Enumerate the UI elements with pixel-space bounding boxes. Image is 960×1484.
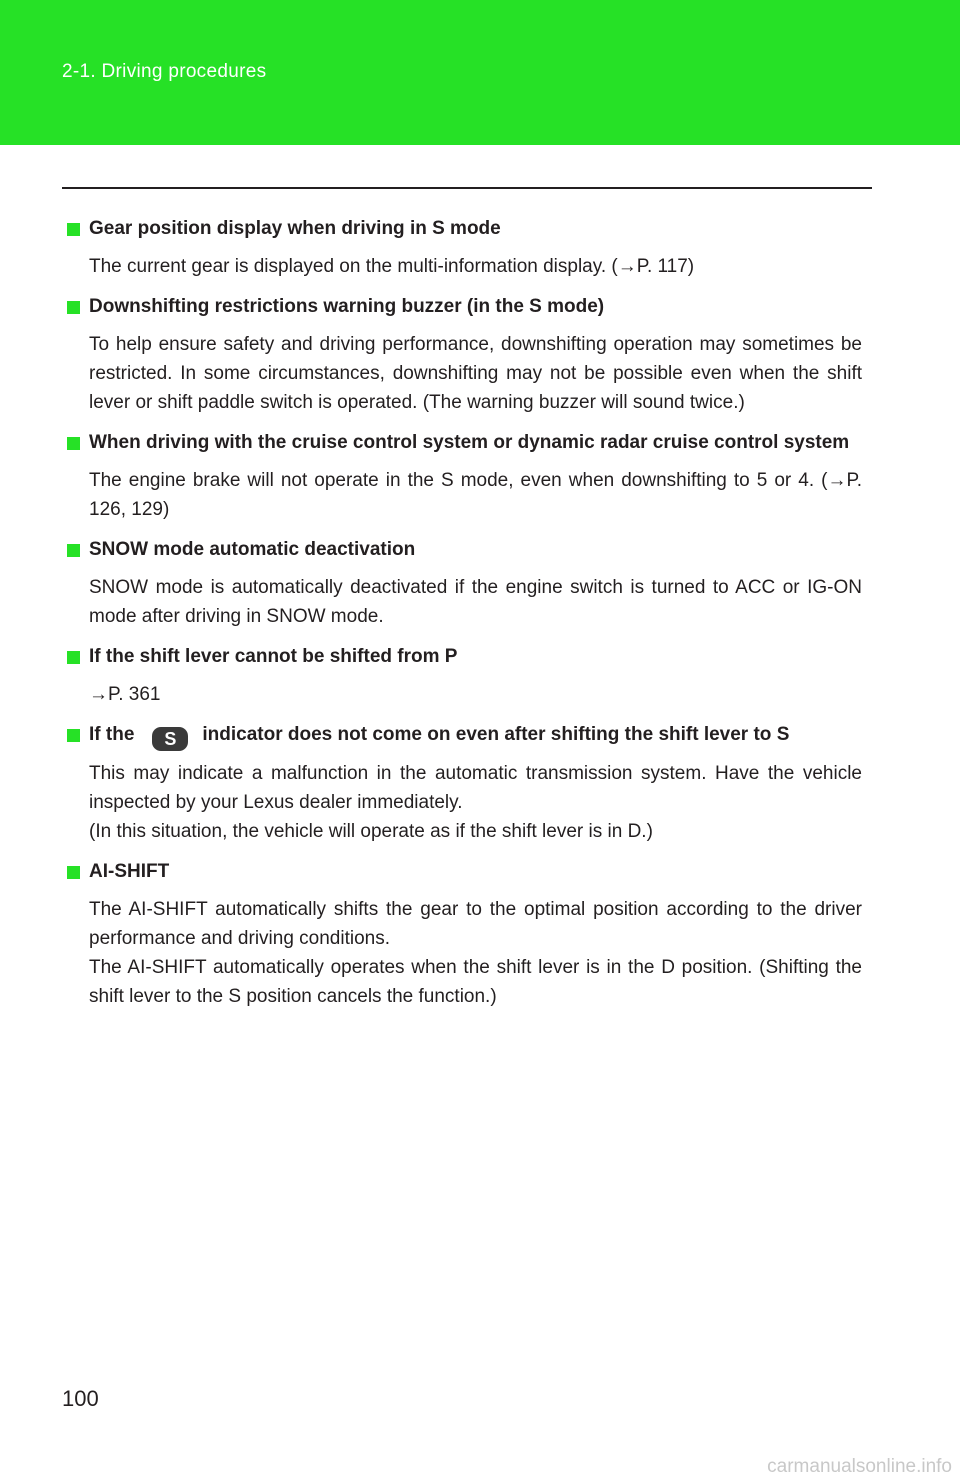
note-paragraph: SNOW mode is automatically deactivated if the engine switch is turned to ACC or IG-ON mode after driving in SNOW mode. xyxy=(89,577,862,627)
note-s-indicator xyxy=(67,720,862,846)
note-body xyxy=(67,573,862,631)
square-bullet-icon xyxy=(67,651,80,664)
note-heading-text: Downshifting restrictions warning buzzer (in the S mode) xyxy=(89,296,605,317)
note-cruise-control xyxy=(67,428,862,524)
note-downshifting-restrictions xyxy=(67,292,862,417)
section-title: 2-1. Driving procedures xyxy=(62,61,267,82)
note-paragraph: The AI-SHIFT automatically operates when the shift lever is in the D position. (Shifting the shift lever to the S position cancels the function.) xyxy=(89,957,862,1007)
content-area xyxy=(67,214,862,1022)
note-paragraph: To help ensure safety and driving performance, downshifting operation may sometimes be restricted. In some circumstances, downshifting may not be possible even when the shift lever or shift paddle switch is operated. (The warning buzzer will sound twice.) xyxy=(89,334,862,413)
note-heading xyxy=(67,292,862,322)
note-heading-text: AI-SHIFT xyxy=(89,861,170,882)
note-heading xyxy=(67,857,862,887)
note-body xyxy=(67,330,862,417)
note-body xyxy=(67,466,862,524)
note-heading-text: indicator does not come on even after shifting the shift lever to S xyxy=(202,724,790,745)
note-heading xyxy=(67,642,862,672)
note-paragraph: The engine brake will not operate in the S mode, even when downshifting to 5 or 4. (→P. 126, 129) xyxy=(89,470,862,520)
header-band xyxy=(0,0,960,145)
page-reference: →P. 361 xyxy=(89,684,161,705)
note-heading xyxy=(67,720,862,751)
note-heading xyxy=(67,428,862,458)
note-ai-shift xyxy=(67,857,862,1011)
note-body xyxy=(67,895,862,1011)
note-heading-text: Gear position display when driving in S mode xyxy=(89,218,501,239)
note-heading xyxy=(67,214,862,244)
note-heading xyxy=(67,535,862,565)
square-bullet-icon xyxy=(67,544,80,557)
note-body xyxy=(67,759,862,846)
square-bullet-icon xyxy=(67,223,80,236)
note-shift-lever-p xyxy=(67,642,862,709)
note-paragraph: The current gear is displayed on the multi-information display. (→P. 117) xyxy=(89,256,695,277)
page-number: 100 xyxy=(62,1386,99,1411)
note-body xyxy=(67,680,862,709)
square-bullet-icon xyxy=(67,301,80,314)
note-heading-text: SNOW mode automatic deactivation xyxy=(89,539,416,560)
note-heading-text: When driving with the cruise control system or dynamic radar cruise control system xyxy=(89,432,850,453)
note-heading-text: If the shift lever cannot be shifted from P xyxy=(89,646,458,667)
note-paragraph: The AI-SHIFT automatically shifts the gear to the optimal position according to the driver performance and driving conditions. xyxy=(89,899,862,949)
note-paragraph: This may indicate a malfunction in the automatic transmission system. Have the vehicle inspected by your Lexus dealer immediately. xyxy=(89,763,862,813)
note-gear-position-display xyxy=(67,214,862,281)
note-heading-text: If the xyxy=(89,724,135,745)
watermark: carmanualsonline.info xyxy=(767,1456,952,1477)
s-indicator-icon: S xyxy=(152,727,188,751)
square-bullet-icon xyxy=(67,437,80,450)
note-paragraph: (In this situation, the vehicle will operate as if the shift lever is in D.) xyxy=(89,821,653,842)
square-bullet-icon xyxy=(67,866,80,879)
note-snow-mode xyxy=(67,535,862,631)
note-body xyxy=(67,252,862,281)
divider-rule xyxy=(62,187,872,189)
square-bullet-icon xyxy=(67,729,80,742)
